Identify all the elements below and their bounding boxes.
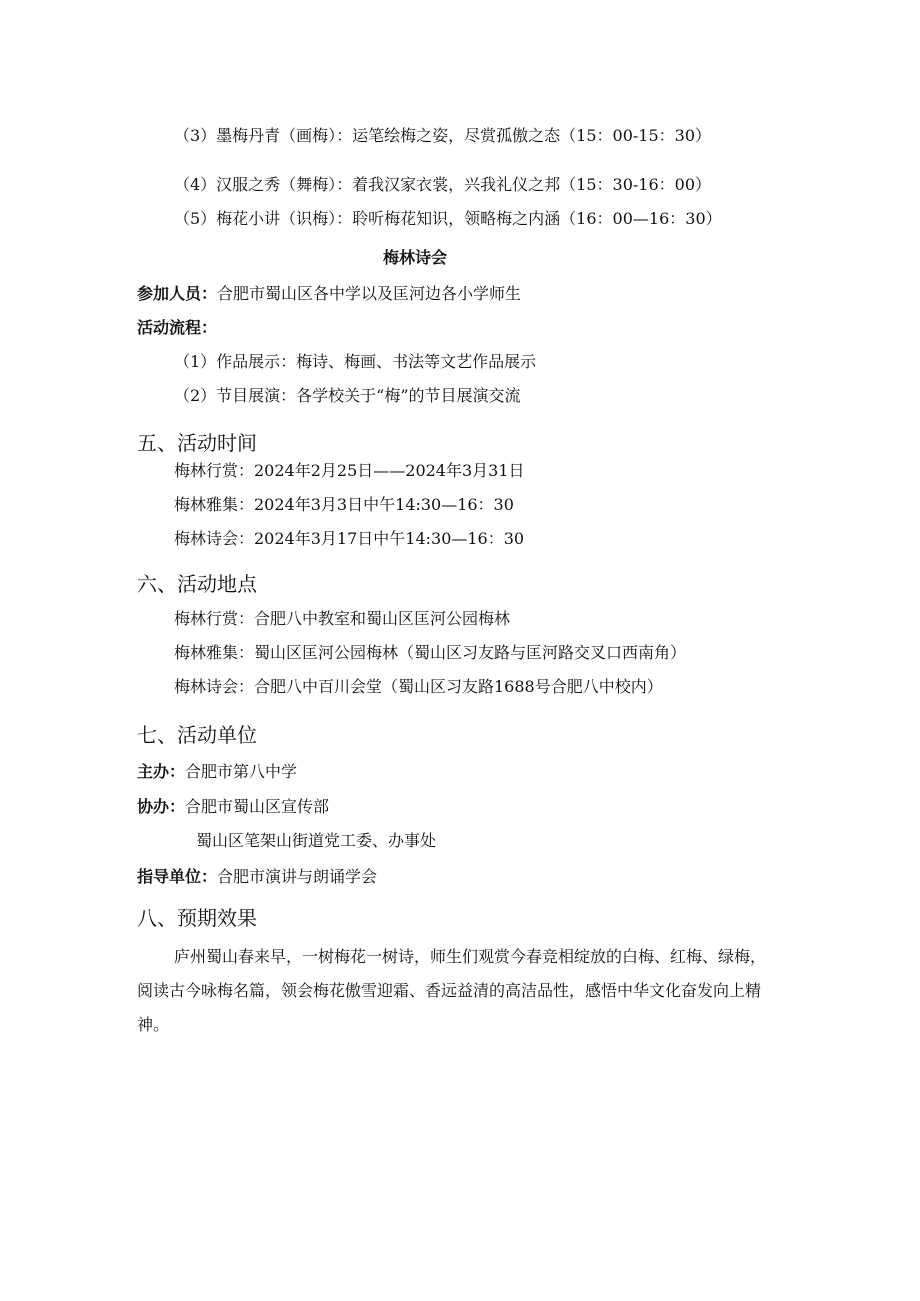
co-line xyxy=(137,797,329,817)
flow-item-4: （4）汉服之秀（舞梅）：着我汉家衣裳，兴我礼仪之邦（15：30-16：00） xyxy=(174,175,712,194)
heading-time: 五、活动时间 xyxy=(137,431,257,455)
co-label: 协办： xyxy=(137,797,186,816)
host-label: 主办： xyxy=(137,762,186,781)
flow-label: 活动流程： xyxy=(137,318,218,337)
time-item-3: 梅林诗会：2024年3月17日中午14:30—16：30 xyxy=(174,529,525,548)
co-value-2: 蜀山区笔架山街道党工委、办事处 xyxy=(196,831,437,850)
participants-line xyxy=(137,284,521,304)
time-item-2: 梅林雅集：2024年3月3日中午14:30—16：30 xyxy=(174,495,514,514)
guide-value: 合肥市演讲与朗诵学会 xyxy=(217,867,378,886)
guide-line xyxy=(137,867,377,887)
host-value: 合肥市第八中学 xyxy=(185,762,298,781)
heading-units: 七、活动单位 xyxy=(137,723,257,747)
heading-effect: 八、预期效果 xyxy=(137,906,257,930)
flow-item-5: （5）梅花小讲（识梅）：聆听梅花知识，领略梅之内涵（16：00—16：30） xyxy=(174,209,722,228)
guide-label: 指导单位： xyxy=(137,867,218,886)
poetry-flow-item-1: （1）作品展示：梅诗、梅画、书法等文艺作品展示 xyxy=(174,352,537,371)
section-title-poetry: 梅林诗会 xyxy=(382,248,447,267)
time-item-1: 梅林行赏：2024年2月25日——2024年3月31日 xyxy=(174,461,525,480)
flow-item-3: （3）墨梅丹青（画梅）：运笔绘梅之姿，尽赏孤傲之态（15：00-15：30） xyxy=(174,126,712,145)
place-item-2: 梅林雅集：蜀山区匡河公园梅林（蜀山区习友路与匡河路交叉口西南角） xyxy=(174,643,687,662)
place-item-1: 梅林行赏：合肥八中教室和蜀山区匡河公园梅林 xyxy=(174,609,511,628)
effect-paragraph: 庐州蜀山春来早，一树梅花一树诗，师生们观赏今春竞相绽放的白梅、红梅、绿梅，阅读古今咏梅名篇，领会梅花傲雪迎霜、香远益清的高洁品性，感悟中华文化奋发向上精神。 xyxy=(137,947,767,1034)
co-value-1: 合肥市蜀山区宣传部 xyxy=(185,797,330,816)
participants-label: 参加人员： xyxy=(137,284,218,303)
heading-place: 六、活动地点 xyxy=(137,572,257,596)
host-line xyxy=(137,762,297,782)
place-item-3: 梅林诗会：合肥八中百川会堂（蜀山区习友路1688号合肥八中校内） xyxy=(174,677,663,696)
poetry-flow-item-2: （2）节目展演：各学校关于“梅”的节目展演交流 xyxy=(174,386,521,405)
participants-value: 合肥市蜀山区各中学以及匡河边各小学师生 xyxy=(217,284,522,303)
